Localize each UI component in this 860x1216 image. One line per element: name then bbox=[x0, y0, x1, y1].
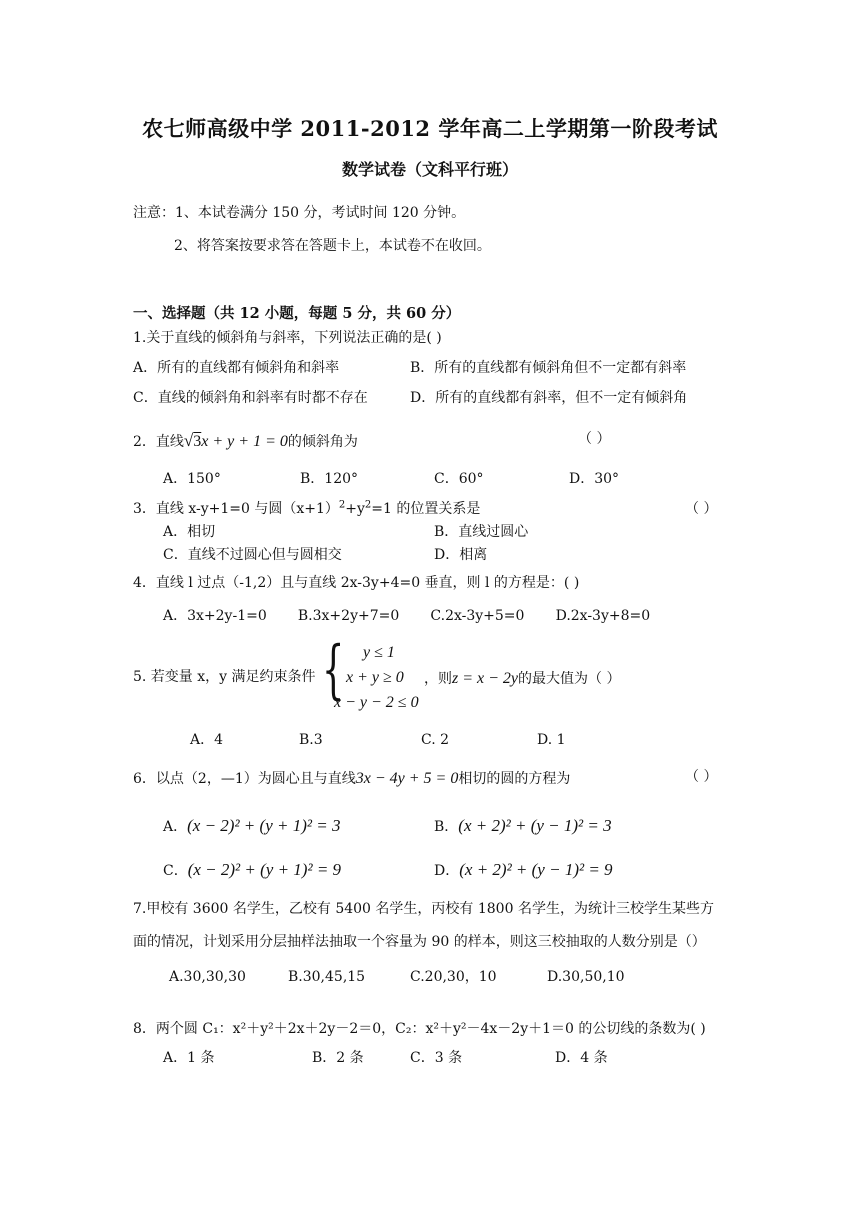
q5-option-c: C. 2 bbox=[421, 732, 450, 748]
q6-answer-paren: （ ） bbox=[685, 769, 718, 785]
q8-option-a: A．1 条 bbox=[163, 1050, 215, 1066]
q6-option-b bbox=[434, 816, 612, 836]
q6-d-label: D． bbox=[434, 863, 460, 879]
q2-suffix: 的倾斜角为 bbox=[287, 434, 358, 450]
q1-stem: 1.关于直线的倾斜角与斜率，下列说法正确的是( ) bbox=[133, 330, 442, 346]
q3-option-b: B．直线过圆心 bbox=[434, 524, 529, 540]
q8-option-c: C．3 条 bbox=[410, 1050, 463, 1066]
q6-c-equation: (x − 2)² + (y + 1)² = 9 bbox=[187, 860, 342, 879]
q6-option-d bbox=[434, 860, 613, 880]
q5-constraint-3: x − y − 2 ≤ 0 bbox=[334, 694, 419, 711]
q2-stem bbox=[133, 431, 358, 451]
q7-option-a: A.30,30,30 bbox=[169, 969, 246, 985]
q5-option-d: D. 1 bbox=[537, 732, 566, 748]
q7-option-b: B.30,45,15 bbox=[288, 969, 366, 985]
q2-option-c: C．60° bbox=[434, 471, 484, 487]
q6-a-label: A． bbox=[163, 819, 188, 835]
q5-constraint-2: x + y ≥ 0 bbox=[346, 669, 404, 686]
section-heading: 一、选择题（共 12 小题，每题 5 分，共 60 分） bbox=[133, 305, 461, 322]
q6-c-label: C． bbox=[163, 863, 188, 879]
brace-symbol: { bbox=[322, 633, 345, 707]
q2-option-b: B．120° bbox=[300, 471, 359, 487]
q1-option-a: A．所有的直线都有倾斜角和斜率 bbox=[133, 360, 340, 376]
q3-option-c: C．直线不过圆心但与圆相交 bbox=[163, 547, 342, 563]
q3-sup2: 2 bbox=[364, 499, 372, 511]
q1-option-b: B．所有的直线都有倾斜角但不一定都有斜率 bbox=[410, 360, 687, 376]
sqrt-symbol: √ bbox=[183, 431, 194, 450]
q7-option-d: D.30,50,10 bbox=[547, 969, 625, 985]
q5-constraint-1: y ≤ 1 bbox=[363, 644, 395, 661]
q3-option-a: A．相切 bbox=[163, 524, 216, 540]
q4-options: A．3x+2y-1=0 B.3x+2y+7=0 C.2x-3y+5=0 D.2x-3y+8=0 bbox=[163, 608, 651, 624]
q5-option-b: B.3 bbox=[299, 732, 323, 748]
q2-expr: x + y + 1 = 0 bbox=[201, 433, 288, 450]
q6-a-equation: (x − 2)² + (y + 1)² = 3 bbox=[187, 816, 341, 835]
q1-option-c: C．直线的倾斜角和斜率有时都不存在 bbox=[133, 390, 368, 406]
q3-stem-post: =1 的位置关系是 bbox=[371, 501, 481, 517]
q7-line-2: 面的情况，计划采用分层抽样法抽取一个容量为 90 的样本，则这三校抽取的人数分别是（） bbox=[133, 934, 706, 950]
q6-b-equation: (x + 2)² + (y − 1)² = 3 bbox=[458, 816, 612, 835]
q5-prefix: 5. 若变量 x，y 满足约束条件 bbox=[133, 669, 316, 685]
exam-subtitle: 数学试卷（文科平行班） bbox=[341, 160, 518, 179]
q4-stem: 4．直线 l 过点（-1,2）且与直线 2x-3y+4=0 垂直，则 l 的方程是：( ) bbox=[133, 575, 580, 591]
q7-option-c: C.20,30，10 bbox=[410, 969, 497, 985]
q6-option-a bbox=[163, 816, 340, 836]
q6-stem bbox=[133, 769, 570, 788]
q5-objective: z = x − 2y bbox=[452, 670, 519, 687]
q2-sqrt-arg: 3 bbox=[193, 433, 202, 450]
note-2: 2、将答案按要求答在答题卡上，本试卷不在收回。 bbox=[174, 238, 491, 254]
q8-option-b: B．2 条 bbox=[312, 1050, 364, 1066]
q1-option-d: D．所有的直线都有斜率，但不一定有倾斜角 bbox=[410, 390, 688, 406]
q3-option-d: D．相离 bbox=[434, 547, 488, 563]
q6-d-equation: (x + 2)² + (y − 1)² = 9 bbox=[459, 860, 613, 879]
q3-stem-mid: +y bbox=[345, 501, 365, 517]
exam-title: 农七师高级中学 2011-2012 学年高二上学期第一阶段考试 bbox=[142, 116, 718, 141]
q3-answer-paren: （ ） bbox=[685, 501, 718, 517]
q6-b-label: B． bbox=[434, 819, 459, 835]
q5-option-a: A．4 bbox=[190, 732, 224, 748]
q5-mid: ，则 bbox=[424, 671, 452, 687]
q8-option-d: D．4 条 bbox=[555, 1050, 608, 1066]
q2-option-d: D．30° bbox=[569, 471, 620, 487]
q8-stem: 8．两个圆 C₁：x²＋y²＋2x＋2y－2＝0，C₂：x²＋y²－4x－2y＋1＝0 的公切线的条数为( ) bbox=[133, 1021, 706, 1037]
q6-line-equation: 3x − 4y + 5 = 0 bbox=[355, 770, 459, 787]
q3-stem bbox=[133, 501, 480, 518]
q2-option-a: A．150° bbox=[163, 471, 221, 487]
q3-sup1: 2 bbox=[338, 499, 346, 511]
q7-line-1: 7.甲校有 3600 名学生，乙校有 5400 名学生，丙校有 1800 名学生，为统计三校学生某些方 bbox=[133, 901, 714, 917]
q6-stem-pre: 6．以点（2，—1）为圆心且与直线 bbox=[133, 771, 356, 787]
q6-stem-post: 相切的圆的方程为 bbox=[458, 771, 571, 787]
q5-suffix: 的最大值为（ ） bbox=[518, 671, 621, 687]
q2-prefix: 2．直线 bbox=[133, 434, 184, 450]
q6-option-c bbox=[163, 860, 341, 880]
q3-stem-pre: 3．直线 x-y+1=0 与圆（x+1） bbox=[133, 501, 339, 517]
q2-equation bbox=[184, 433, 288, 450]
q2-answer-paren: （ ） bbox=[578, 431, 611, 447]
note-1: 注意：1、本试卷满分 150 分，考试时间 120 分钟。 bbox=[133, 205, 466, 221]
q5-tail bbox=[424, 669, 620, 688]
